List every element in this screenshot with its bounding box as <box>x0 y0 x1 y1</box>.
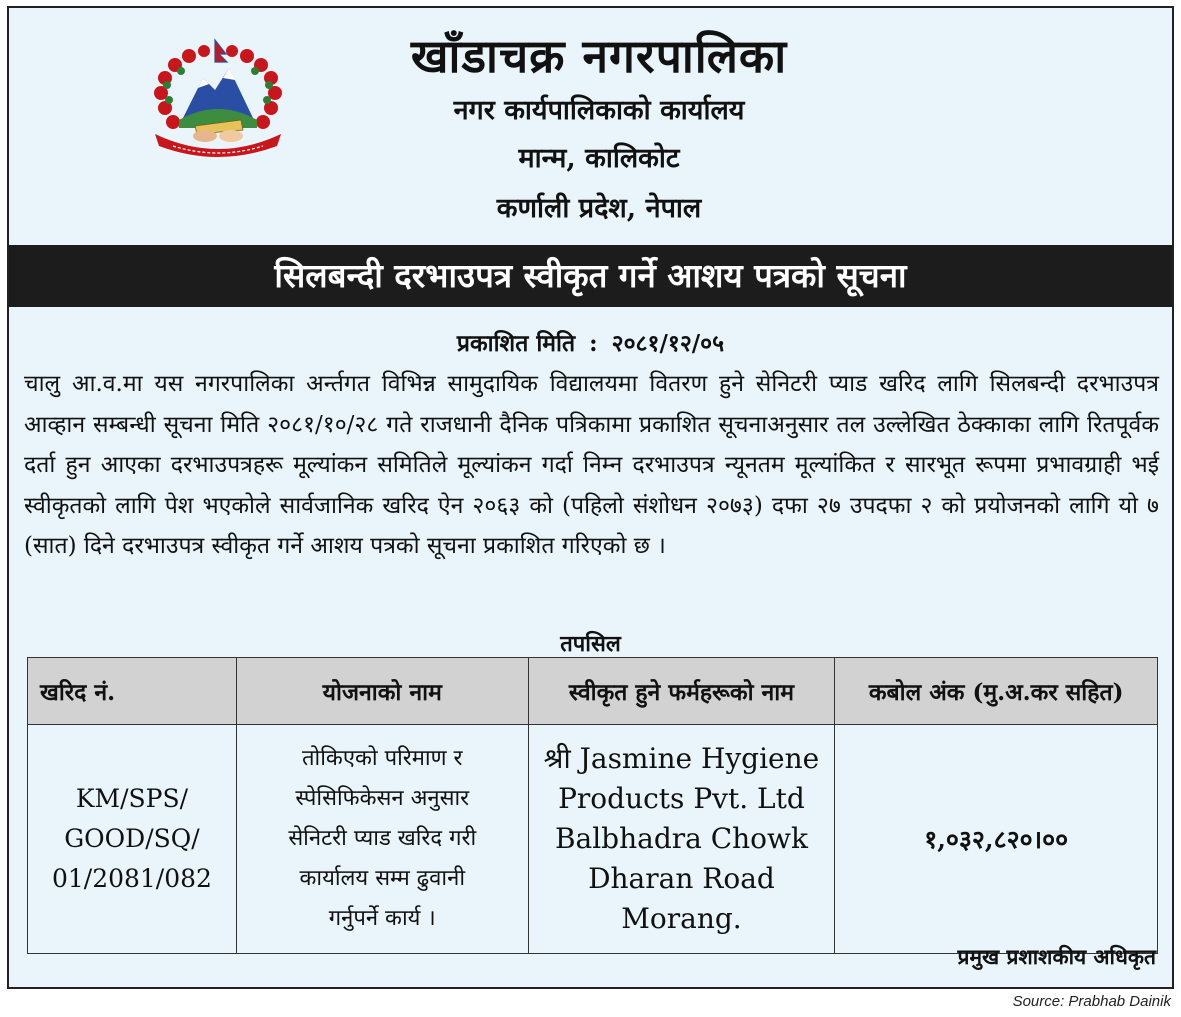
firm-name-line: Products Pvt. Ltd <box>558 782 805 815</box>
table-row <box>28 725 1158 954</box>
project-name-line: कार्यालय सम्म ढुवानी <box>299 866 466 891</box>
table-header-row <box>28 658 1158 725</box>
firm-name-line: श्री Jasmine Hygiene <box>543 742 820 775</box>
project-name-line: स्पेसिफिकेसन अनुसार <box>295 786 470 811</box>
firm-name-cell <box>528 725 835 954</box>
notice-title-bar: सिलबन्दी दरभाउपत्र स्वीकृत गर्ने आशय पत्रको सूचना <box>9 245 1172 307</box>
project-name-line: सेनिटरी प्याड खरिद गरी <box>288 826 477 851</box>
procurement-no-cell <box>28 725 237 954</box>
notice-body: चालु आ.व.मा यस नगरपालिका अर्न्तगत विभिन्न सामुदायिक विद्यालयमा वितरण हुने सेनिटरी प्याड खरिद लागि सिलबन्दी दरभाउपत्र आव्हान सम्बन्धी सूचना मिति २०८१/१०/२८ गते राजधानी दैनिक पत्रिकामा प्रकाशित सूचनाअनुसार तल उल्लेखित ठेक्काका लागि रितपूर्वक दर्ता हुन आएका दरभाउपत्रहरू मूल्यांकन समितिले मूल्यांकन गर्दा निम्न दरभाउपत्र न्यूनतम मूल्यांकित र सारभूत रूपमा प्रभावग्राही भई स्वीकृतको लागि पेश भएकोले सार्वजानिक खरिद ऐन २०६३ को (पहिलो संशोधन २०७३) दफा २७ उपदफा २ को प्रयोजनको लागि यो ७ (सात) दिने दरभाउपत्र स्वीकृत गर्ने आशय पत्रको सूचना प्रकाशित गरिएको छ । <box>24 371 1159 559</box>
signatory: प्रमुख प्रशाशकीय अधिकृत <box>957 944 1156 969</box>
office-name: नगर कार्यपालिकाको कार्यालय <box>453 95 745 126</box>
notice-frame <box>7 6 1174 989</box>
schedule-heading: तपसिल <box>560 631 621 657</box>
project-name-cell <box>236 725 528 954</box>
bid-amount-cell: १,०३२,८२०।०० <box>835 725 1158 954</box>
firm-name-line: Balbhadra Chowk <box>554 822 808 855</box>
project-name-line: तोकिएको परिमाण र <box>301 746 463 771</box>
procurement-no-line: 01/2081/082 <box>51 864 212 893</box>
header-firm-name: स्वीकृत हुने फर्महरूको नाम <box>528 658 835 725</box>
published-date-value: २०८१/१२/०५ <box>611 330 725 357</box>
header-procurement-no: खरिद नं. <box>28 658 237 725</box>
province-country: कर्णाली प्रदेश, नेपाल <box>496 193 702 224</box>
header-project-name: योजनाको नाम <box>236 658 528 725</box>
nepal-emblem-icon <box>143 38 293 158</box>
published-date-label: प्रकाशित मिति <box>456 330 576 357</box>
published-date-separator: : <box>589 330 598 357</box>
published-date <box>9 326 1172 358</box>
source-credit: Source: Prabhab Dainik <box>1012 993 1171 1010</box>
office-location: मान्म, कालिकोट <box>518 143 680 174</box>
firm-name-line: Dharan Road Morang. <box>588 862 775 935</box>
procurement-no-line: GOOD/SQ/ <box>64 824 200 853</box>
procurement-no-line: KM/SPS/ <box>75 784 189 813</box>
notice-header <box>9 8 1172 246</box>
project-name-line: गर्नुपर्ने कार्य । <box>328 906 436 931</box>
municipality-title: खाँडाचक्र नगरपालिका <box>410 29 788 83</box>
header-bid-amount: कबोल अंक (मु.अ.कर सहित) <box>835 658 1158 725</box>
award-table <box>27 657 1158 954</box>
